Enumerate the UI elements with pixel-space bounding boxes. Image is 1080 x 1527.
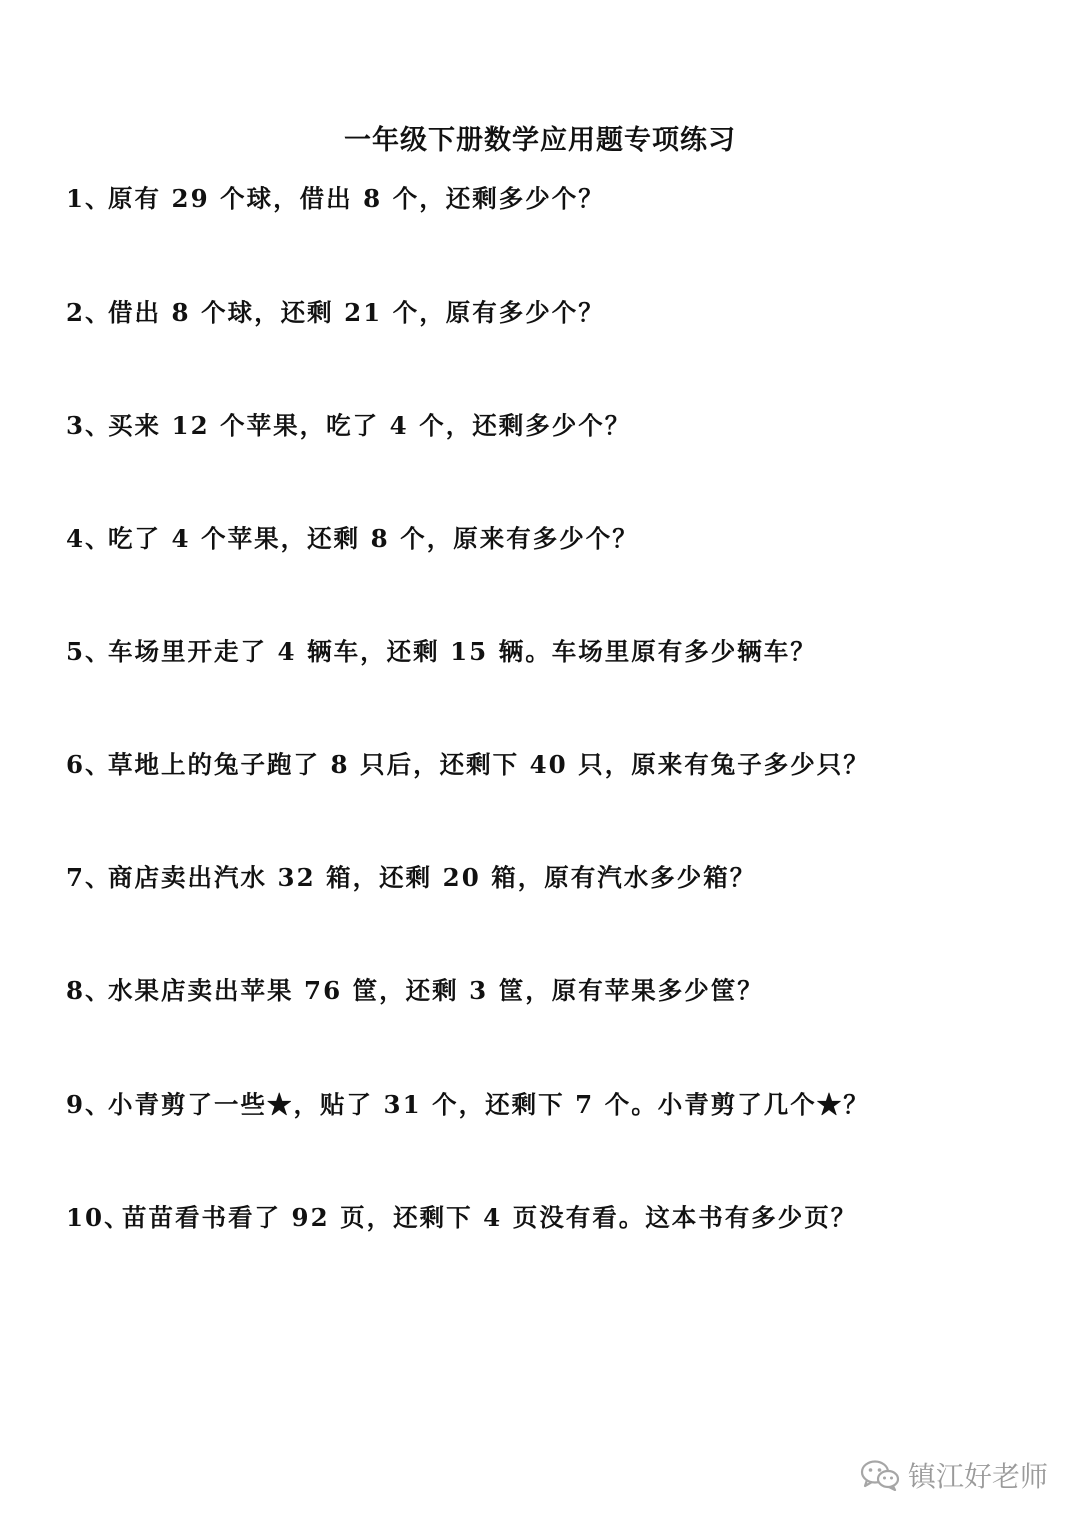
question-item <box>66 1086 870 1121</box>
question-text: 原有 29 个球，借出 8 个，还剩多少个？ <box>108 184 605 213</box>
question-number: 2、 <box>66 298 112 327</box>
question-text: 小青剪了一些★，贴了 31 个，还剩下 7 个。小青剪了几个★？ <box>108 1090 870 1119</box>
question-item <box>66 859 756 894</box>
question-item <box>66 633 817 668</box>
question-number: 6、 <box>66 750 112 779</box>
watermark-text: 镇江好老师 <box>907 1460 1048 1493</box>
question-number: 10、 <box>66 1203 131 1232</box>
question-item <box>66 407 631 442</box>
question-text: 买来 12 个苹果，吃了 4 个，还剩多少个？ <box>108 411 632 440</box>
question-number: 7、 <box>66 863 112 892</box>
question-text: 借出 8 个球，还剩 21 个，原有多少个？ <box>108 298 605 327</box>
question-item <box>66 520 639 555</box>
question-item <box>66 972 764 1007</box>
question-text: 吃了 4 个苹果，还剩 8 个，原来有多少个？ <box>108 524 639 553</box>
question-number: 8、 <box>66 976 112 1005</box>
question-number: 4、 <box>66 524 112 553</box>
question-number: 9、 <box>66 1090 112 1119</box>
question-text: 车场里开走了 4 辆车，还剩 15 辆。车场里原有多少辆车？ <box>108 637 817 666</box>
question-number: 3、 <box>66 411 112 440</box>
question-item <box>66 746 870 781</box>
wechat-icon <box>860 1459 900 1491</box>
question-text: 苗苗看书看了 92 页，还剩下 4 页没有看。这本书有多少页？ <box>122 1203 858 1232</box>
question-item <box>66 294 605 329</box>
question-text: 商店卖出汽水 32 箱，还剩 20 箱，原有汽水多少箱？ <box>108 863 757 892</box>
question-number: 5、 <box>66 637 112 666</box>
question-text: 草地上的兔子跑了 8 只后，还剩下 40 只，原来有兔子多少只？ <box>108 750 870 779</box>
question-item <box>66 180 605 215</box>
question-item <box>66 1199 857 1234</box>
question-number: 1、 <box>66 184 112 213</box>
watermark <box>860 1455 1048 1495</box>
page-title: 一年级下册数学应用题专项练习 <box>344 125 736 156</box>
question-text: 水果店卖出苹果 76 筐，还剩 3 筐，原有苹果多少筐？ <box>108 976 764 1005</box>
